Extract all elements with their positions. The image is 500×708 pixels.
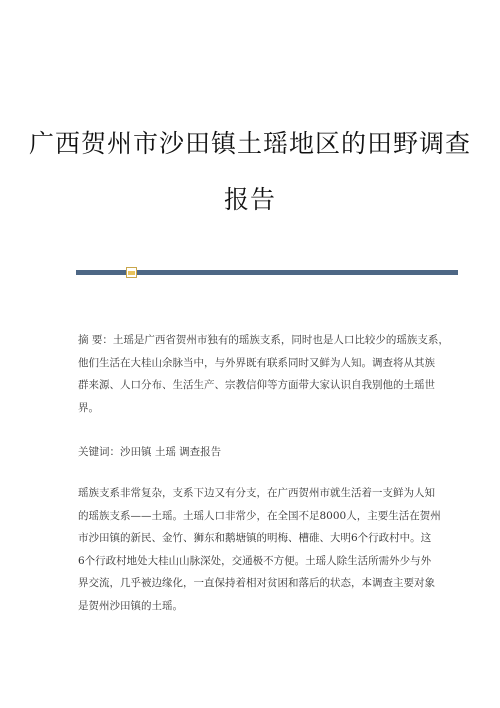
body-line: 界交流，几乎被边缘化，一直保持着相对贫困和落后的状态，本调查主要对象 xyxy=(78,577,435,589)
abstract-line: 群来源、人口分布、生活生产、宗教信仰等方面带大家认识自我别他的土瑶世 xyxy=(78,379,435,391)
document-title: 广西贺州市沙田镇土瑶地区的田野调查 xyxy=(28,129,471,158)
abstract-line: 摘 要：土瑶是广西省贺州市独有的瑶族支系，同时也是人口比较少的瑶族支系， xyxy=(78,334,449,346)
keywords-line: 关键词：沙田镇 土瑶 调查报告 xyxy=(78,446,222,458)
body-line: 是贺州沙田镇的土瑶。 xyxy=(78,599,183,612)
abstract-line: 界。 xyxy=(78,401,99,414)
abstract-line: 他们生活在大桂山余脉当中，与外界既有联系同时又鲜为人知。调查将从其族 xyxy=(78,356,435,369)
folder-icon xyxy=(126,267,137,278)
body-line: 的瑶族支系——土瑶。土瑶人口非常少，在全国不足8000人，主要生活在贺州 xyxy=(78,509,441,522)
abstract-paragraph xyxy=(78,329,449,419)
body-line: 市沙田镇的新民、金竹、狮东和鹅塘镇的明梅、槽碓、大明6个行政村中。这 xyxy=(78,532,432,544)
body-line: 瑶族支系非常复杂，支系下边又有分支，在广西贺州市就生活着一支鲜为人知 xyxy=(78,487,435,499)
document-title-continued: 报告 xyxy=(223,185,276,214)
body-paragraph xyxy=(78,482,441,617)
body-line: 6个行政村地处大桂山山脉深处，交通极不方便。土瑶人除生活所需外少与外 xyxy=(78,554,432,567)
